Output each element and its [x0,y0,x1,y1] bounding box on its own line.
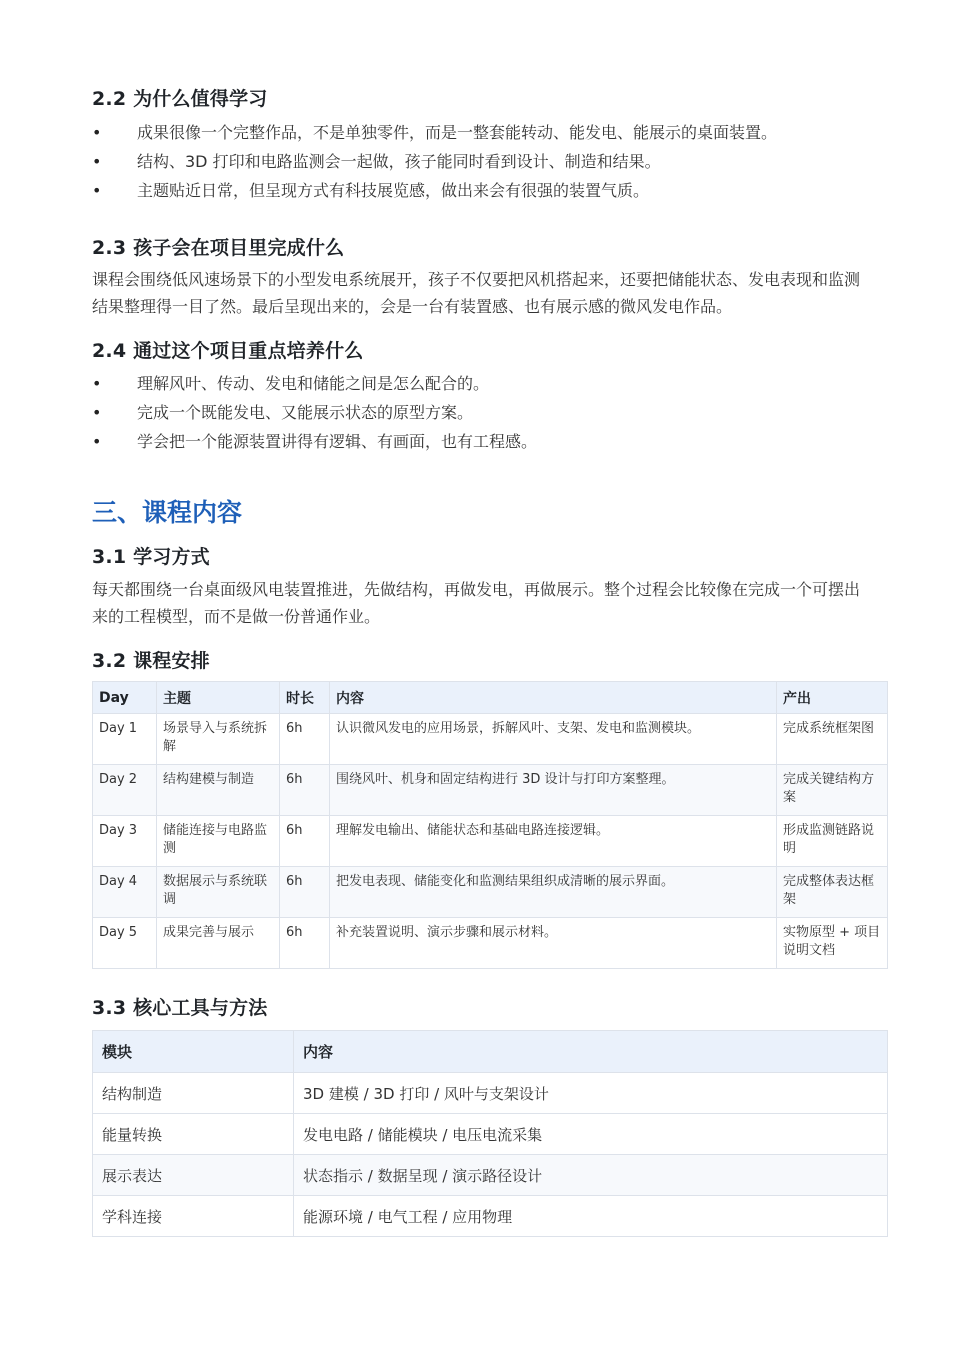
bullet-icon: • [92,181,102,200]
column-header-day: Day [93,682,157,714]
column-header-output: 产出 [777,682,888,714]
table-row [93,765,888,816]
bullet-icon: • [92,374,102,393]
section-2-2-heading: 2.2 为什么值得学习 [92,88,268,110]
table-cell: 完成关键结构方案 [777,765,888,816]
table-row [93,1114,888,1155]
table-row [93,867,888,918]
table-cell: 完成整体表达框架 [777,867,888,918]
section-3-1-heading: 3.1 学习方式 [92,546,210,568]
list-item: • 学会把一个能源装置讲得有逻辑、有画面，也有工程感。 [92,427,887,456]
section-2-2-bullets [92,118,887,205]
bullet-icon: • [92,432,102,451]
bullet-icon: • [92,123,102,142]
table-cell: 认识微风发电的应用场景，拆解风叶、支架、发电和监测模块。 [330,714,777,765]
table-cell: 发电电路 / 储能模块 / 电压电流采集 [294,1114,888,1155]
table-cell: 结构制造 [93,1073,294,1114]
bullet-icon: • [92,403,102,422]
tools-table [92,1030,888,1237]
table-cell: 6h [280,918,330,969]
table-cell: 状态指示 / 数据呈现 / 演示路径设计 [294,1155,888,1196]
column-header-module: 模块 [93,1031,294,1073]
table-cell: 理解发电输出、储能状态和基础电路连接逻辑。 [330,816,777,867]
table-cell: 6h [280,765,330,816]
column-header-content: 内容 [294,1031,888,1073]
table-row [93,714,888,765]
section-2-3-paragraph: 课程会围绕低风速场景下的小型发电系统展开，孩子不仅要把风机搭起来，还要把储能状态、发电表现和监测结果整理得一目了然。最后呈现出来的，会是一台有装置感、也有展示感的微风发电作品。 [92,270,861,316]
table-cell: 6h [280,867,330,918]
section-3-3-heading: 3.3 核心工具与方法 [92,997,268,1019]
table-cell: 数据展示与系统联调 [157,867,280,918]
table-row [93,816,888,867]
column-header-content: 内容 [330,682,777,714]
list-item: • 理解风叶、传动、发电和储能之间是怎么配合的。 [92,369,887,398]
table-cell: 围绕风叶、机身和固定结构进行 3D 设计与打印方案整理。 [330,765,777,816]
list-item: • 成果很像一个完整作品，不是单独零件，而是一整套能转动、能发电、能展示的桌面装置。 [92,118,887,147]
section-2-4-heading: 2.4 通过这个项目重点培养什么 [92,340,364,362]
table-cell: Day 3 [93,816,157,867]
table-cell: 实物原型 + 项目说明文档 [777,918,888,969]
column-header-duration: 时长 [280,682,330,714]
table-cell: 6h [280,816,330,867]
table-cell: 补充装置说明、演示步骤和展示材料。 [330,918,777,969]
table-header-row [93,1031,888,1073]
table-cell: 形成监测链路说明 [777,816,888,867]
section-3-1-paragraph: 每天都围绕一台桌面级风电装置推进，先做结构，再做发电，再做展示。整个过程会比较像在完成一个可摆出来的工程模型，而不是做一份普通作业。 [92,580,861,626]
table-row [93,1196,888,1237]
table-cell: 把发电表现、储能变化和监测结果组织成清晰的展示界面。 [330,867,777,918]
table-cell: Day 4 [93,867,157,918]
table-cell: 场景导入与系统拆解 [157,714,280,765]
table-cell: 展示表达 [93,1155,294,1196]
table-cell: Day 1 [93,714,157,765]
column-header-topic: 主题 [157,682,280,714]
table-cell: 3D 建模 / 3D 打印 / 风叶与支架设计 [294,1073,888,1114]
table-cell: Day 2 [93,765,157,816]
table-cell: 成果完善与展示 [157,918,280,969]
table-row [93,1155,888,1196]
list-item: • 结构、3D 打印和电路监测会一起做，孩子能同时看到设计、制造和结果。 [92,147,887,176]
list-item: • 完成一个既能发电、又能展示状态的原型方案。 [92,398,887,427]
table-header-row [93,682,888,714]
table-cell: Day 5 [93,918,157,969]
table-cell: 完成系统框架图 [777,714,888,765]
section-3-2-heading: 3.2 课程安排 [92,650,210,672]
table-cell: 学科连接 [93,1196,294,1237]
bullet-icon: • [92,152,102,171]
table-cell: 6h [280,714,330,765]
table-cell: 能量转换 [93,1114,294,1155]
table-row [93,1073,888,1114]
table-cell: 能源环境 / 电气工程 / 应用物理 [294,1196,888,1237]
table-row [93,918,888,969]
chapter-3-heading: 三、课程内容 [92,498,243,527]
section-2-4-bullets [92,369,887,456]
list-item: • 主题贴近日常，但呈现方式有科技展览感，做出来会有很强的装置气质。 [92,176,887,205]
section-2-3-heading: 2.3 孩子会在项目里完成什么 [92,237,345,259]
table-cell: 储能连接与电路监测 [157,816,280,867]
table-cell: 结构建模与制造 [157,765,280,816]
schedule-table [92,681,888,969]
